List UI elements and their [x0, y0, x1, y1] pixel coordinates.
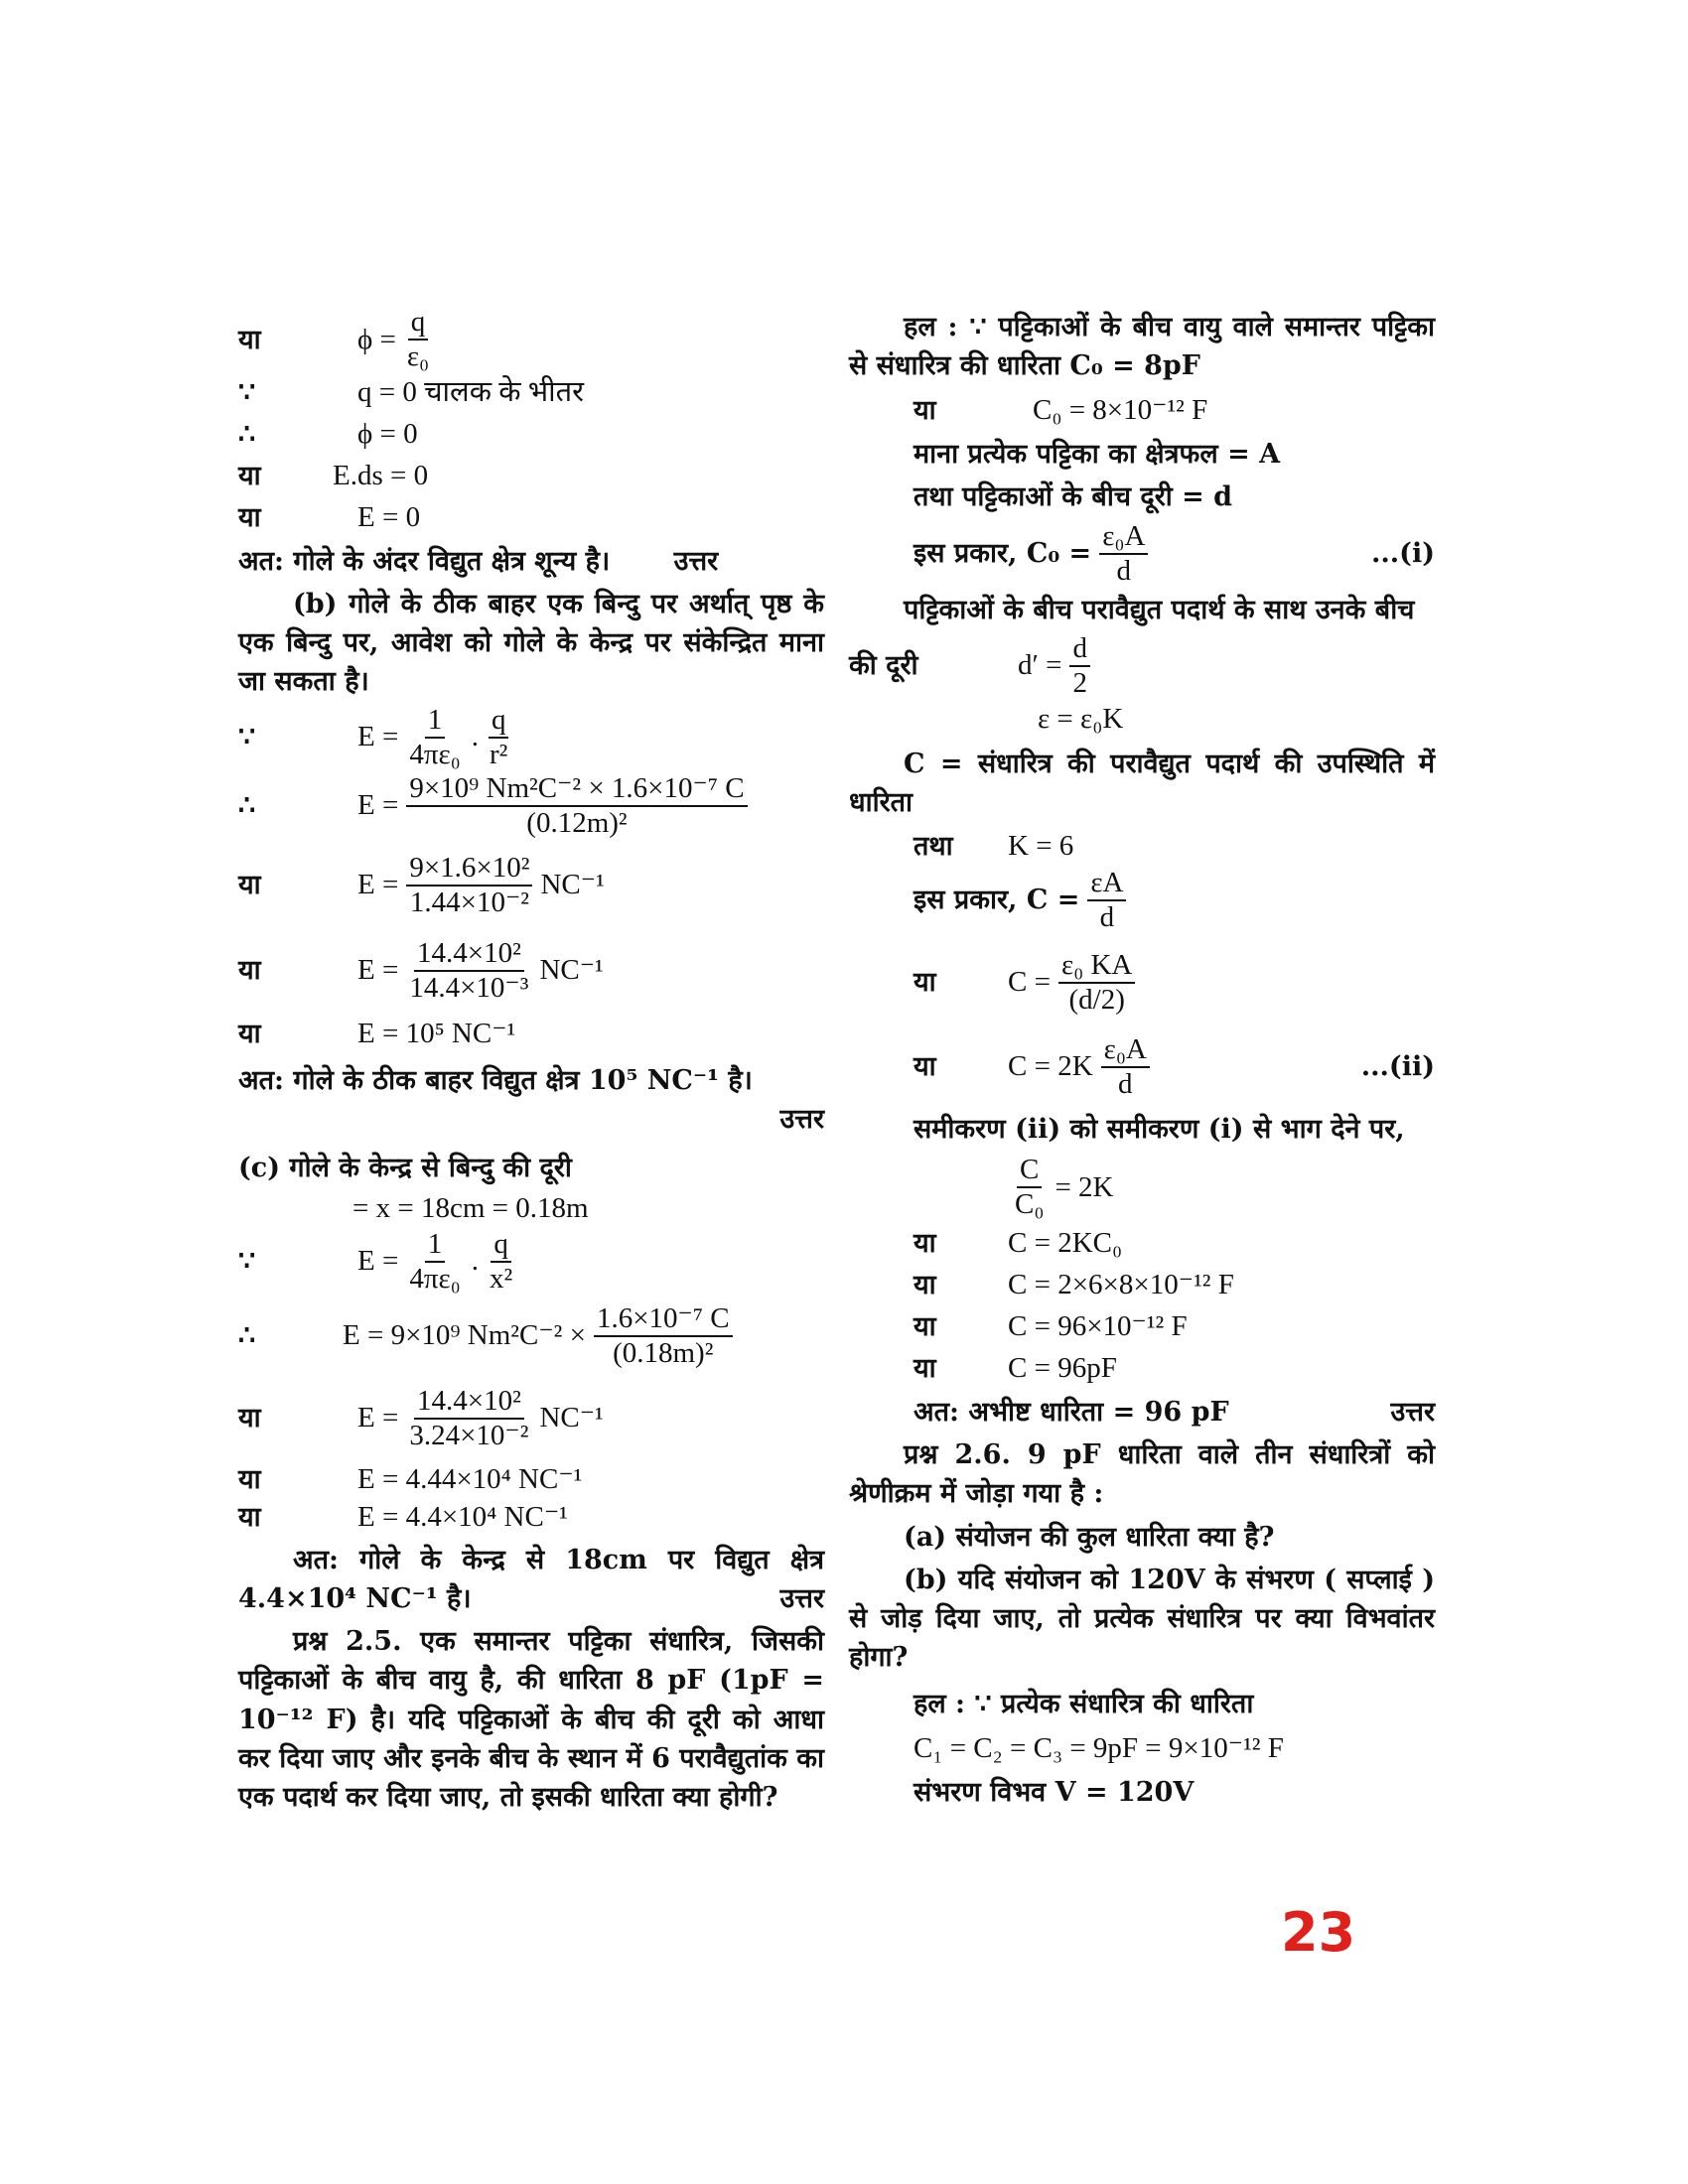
conclusion-b: अत: गोले के ठीक बाहर विद्युत क्षेत्र 10⁵ NC⁻¹ है। उत्तर	[238, 1061, 824, 1139]
equation: C = $\frac{\text{ε₀ KA}}{(d/2)}$	[1008, 951, 1139, 1015]
equation: q = 0 चालक के भीतर	[357, 375, 585, 408]
label-tatha: तथा	[914, 831, 953, 863]
equation-row	[238, 1376, 824, 1461]
equation: ε = ε₀K	[1038, 703, 1124, 736]
label-therefore: ∴	[238, 790, 256, 822]
right-column	[849, 308, 1435, 1816]
label-ya: या	[914, 1352, 936, 1384]
label-therefore: ∴	[238, 418, 256, 450]
equation-row	[849, 1347, 1435, 1389]
equation-row	[849, 1222, 1435, 1264]
question-2-6-a: (a) संयोजन की कुल धारिता क्या है?	[904, 1521, 1275, 1553]
equation-tag: ...(ii)	[1360, 1051, 1435, 1083]
equation: E = 4.4×10⁴ NC⁻¹	[357, 1501, 568, 1534]
equation-tag: ...(i)	[1370, 538, 1435, 570]
equation-row	[238, 1461, 824, 1499]
equation: E = $\frac{\text{14.4×10²}}{\text{14.4×10⁻³}}$ NC⁻¹	[357, 936, 604, 1004]
equation: = x = 18cm = 0.18m	[352, 1192, 589, 1225]
equation-row	[238, 1499, 824, 1537]
equation-row	[238, 843, 824, 928]
equation-row	[238, 496, 824, 538]
label-ya: या	[238, 1502, 261, 1534]
dielectric-text: पट्टिकाओं के बीच परावैद्युत पदार्थ के साथ उनके बीच	[904, 594, 1415, 625]
equation-row	[849, 699, 1435, 741]
equation-row	[849, 1032, 1435, 1102]
equation: C = 2KC₀	[1008, 1226, 1123, 1259]
solution-intro: हल : ∵ पट्टिकाओं के बीच वायु वाले समान्तर पट्टिका से संधारित्र की धारिता C₀ = 8pF	[849, 312, 1435, 382]
equation-row	[849, 633, 1435, 699]
label-ya: या	[238, 1403, 261, 1434]
equation: इस प्रकार, C = $\frac{\varepsilon A}{d}$	[914, 869, 1130, 932]
equation-row	[849, 1305, 1435, 1347]
left-column	[238, 308, 824, 1821]
conclusion-a: अत: गोले के अंदर विद्युत क्षेत्र शून्य है। उत्तर	[238, 546, 719, 577]
equation: C = 96pF	[1008, 1351, 1117, 1384]
label-because: ∵	[238, 722, 256, 753]
equation-row	[238, 371, 824, 413]
label-ya: या	[238, 1464, 261, 1496]
label-ya: या	[238, 1019, 261, 1050]
equation-row	[849, 868, 1435, 933]
equation-row	[849, 933, 1435, 1032]
label-ya: या	[914, 1051, 936, 1083]
conclusion: अत: अभीष्ट धारिता = 96 pF उत्तर	[849, 1393, 1435, 1432]
label-ya: या	[238, 324, 261, 355]
equation: K = 6	[1008, 830, 1074, 863]
equation-row	[849, 1153, 1435, 1222]
equation-row	[238, 1014, 824, 1055]
equation-row	[849, 521, 1435, 587]
page-number: 23	[1281, 1901, 1356, 1964]
question-2-6-b: (b) यदि संयोजन को 120V के संभरण ( सप्लाई ) से जोड़ दिया जाए, तो प्रत्येक संधारित्र पर क्या विभवांतर होगा?	[849, 1564, 1435, 1673]
label-ki-doori: की दूरी	[849, 650, 918, 682]
equation: C = 96×10⁻¹² F	[1008, 1309, 1188, 1342]
equation-row	[238, 455, 824, 496]
equation-row	[238, 308, 824, 371]
label-ya: या	[914, 967, 936, 999]
fraction: $\frac{q}{\text{ε₀}}$	[406, 306, 430, 372]
equation: E = $\frac{\text{9×10⁹ Nm²C⁻² × 1.6×10⁻⁷ C}}{\text{(0.12m)²}}$	[357, 774, 752, 838]
solution-2-6: हल : ∵ प्रत्येक संधारित्र की धारिता	[914, 1689, 1254, 1720]
equation-row	[238, 928, 824, 1014]
label-ya: या	[238, 870, 261, 901]
conclusion-c: अत: गोले के केन्द्र से 18cm पर विद्युत क्षेत्र 4.4×10⁴ NC⁻¹ है। उत्तर	[238, 1541, 824, 1618]
area-text: माना प्रत्येक पट्टिका का क्षेत्रफल = A	[914, 439, 1281, 471]
equation: C = 2K $\frac{\text{ε₀A}}{d}$	[1008, 1035, 1154, 1099]
divide-text: समीकरण (ii) को समीकरण (i) से भाग देने पर,	[914, 1113, 1405, 1145]
question-2-5: प्रश्न 2.5. एक समान्तर पट्टिका संधारित्र, जिसकी पट्टिकाओं के बीच वायु है, की धारिता 8 pF (1pF = 10⁻¹² F) है। यदि पट्टिकाओं के बीच की दूरी को आधा कर दिया जाए और इनके बीच के स्थान में 6 परावैद्युतांक का एक पदार्थ कर दिया जाए, तो इसकी धारिता क्या होगी?	[238, 1626, 824, 1813]
equation: E = $\frac{\text{9×1.6×10²}}{\text{1.44×10⁻²}}$ NC⁻¹	[357, 851, 605, 918]
label-ya: या	[238, 501, 261, 533]
equation-row	[238, 769, 824, 843]
label-because: ∵	[238, 1246, 256, 1278]
label-ya: या	[238, 460, 261, 491]
equation-row	[849, 1727, 1435, 1769]
equation: C = 2×6×8×10⁻¹² F	[1008, 1268, 1234, 1300]
equation: d′ = $\frac{d}{2}$	[1018, 634, 1094, 698]
label-because: ∵	[238, 376, 256, 408]
label-ya: या	[914, 394, 936, 426]
label-ya: या	[914, 1269, 936, 1300]
paragraph-b: (b) गोले के ठीक बाहर एक बिन्दु पर अर्थात् पृष्ठ के एक बिन्दु पर, आवेश को गोले के केन्द्र पर संकेन्द्रित माना जा सकता है।	[238, 589, 824, 698]
equation: E = $\frac{\text{14.4×10²}}{\text{3.24×10⁻²}}$ NC⁻¹	[357, 1384, 604, 1451]
equation: ϕ = $\frac{q}{\text{ε₀}}$	[357, 308, 436, 371]
equation: $\frac{C}{\text{C₀}}$ = 2K	[1015, 1154, 1114, 1221]
label-ya: या	[914, 1310, 936, 1342]
distance-text: तथा पट्टिकाओं के बीच दूरी = d	[914, 481, 1233, 513]
equation-row	[238, 1297, 824, 1376]
capacitance-definition: C = संधारित्र की परावैद्युत पदार्थ की उपस्थिति में धारिता	[849, 748, 1435, 818]
paragraph-c: (c) गोले के केन्द्र से बिन्दु की दूरी	[238, 1152, 572, 1183]
equation-row	[849, 389, 1435, 431]
equation: E = 0	[357, 500, 421, 533]
equation: ϕ = 0	[357, 417, 418, 450]
equation-row	[238, 1227, 824, 1297]
equation: C₀ = 8×10⁻¹² F	[1033, 393, 1208, 426]
label-ya: या	[914, 1227, 936, 1259]
equation: E = 4.44×10⁴ NC⁻¹	[357, 1463, 583, 1496]
equation: E = $\frac{1}{\text{4πε₀}}$ . $\frac{q}{\text{x²}}$	[357, 1227, 513, 1295]
answer-label: उत्तर	[779, 1583, 824, 1615]
equation-row	[238, 413, 824, 455]
equation: E = $\frac{1}{\text{4πε₀}}$ . $\frac{q}{\text{r²}}$	[357, 703, 508, 770]
answer-label: उत्तर	[1390, 1397, 1435, 1429]
label-ya: या	[238, 955, 261, 987]
equation-row	[238, 1191, 824, 1227]
equation: E = 9×10⁹ Nm²C⁻² × $\frac{\text{1.6×10⁻⁷ C}}{\text{(0.18m)²}}$	[343, 1304, 737, 1368]
equation: E = 10⁵ NC⁻¹	[357, 1018, 516, 1050]
equation: इस प्रकार, C₀ = $\frac{\text{ε₀A}}{d}$	[914, 522, 1152, 586]
equation-row	[849, 826, 1435, 868]
question-2-6: प्रश्न 2.6. 9 pF धारिता वाले तीन संधारित्रों को श्रेणीक्रम में जोड़ा गया है :	[849, 1439, 1435, 1510]
answer-label: उत्तर	[673, 546, 719, 577]
equation: C₁ = C₂ = C₃ = 9pF = 9×10⁻¹² F	[914, 1731, 1284, 1764]
equation-row	[849, 1264, 1435, 1305]
answer-label: उत्तर	[779, 1103, 824, 1135]
equation: E.ds = 0	[333, 459, 429, 491]
label-therefore: ∴	[238, 1320, 256, 1352]
supply-voltage: संभरण विभव V = 120V	[914, 1777, 1195, 1809]
equation-row	[238, 703, 824, 770]
